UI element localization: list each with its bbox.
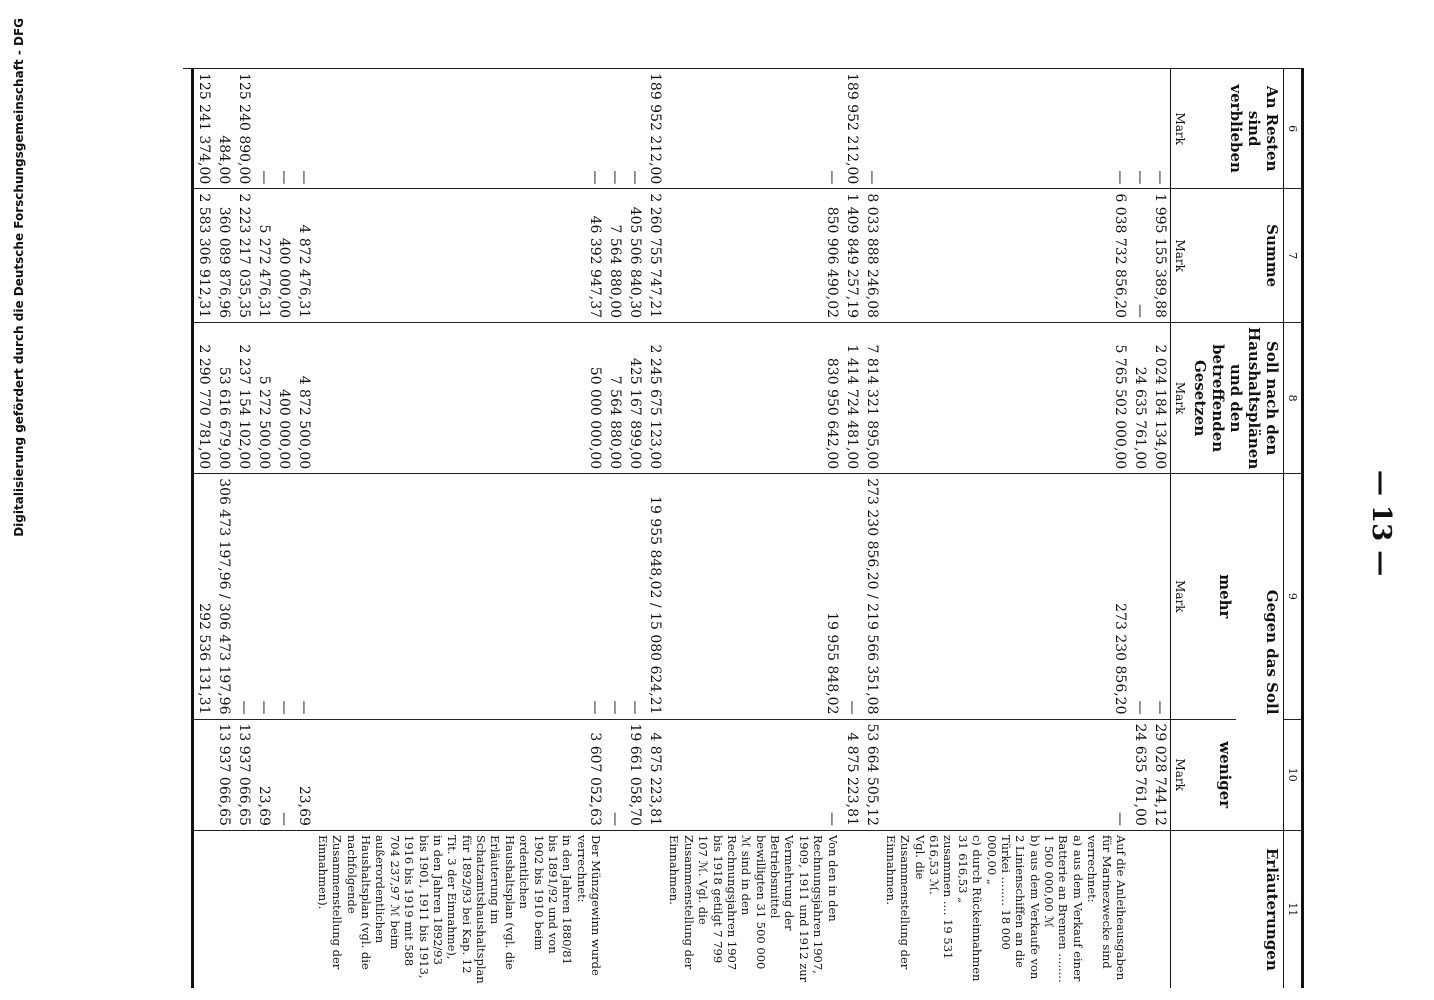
cell-c11 xyxy=(1130,830,1150,987)
cell-c7: 2 583 306 912,31 xyxy=(192,189,214,323)
cell-c8: 425 167 899,00 xyxy=(625,323,645,474)
cell-c10: — xyxy=(665,719,842,830)
cell-c9: — xyxy=(842,474,862,719)
header-row xyxy=(1236,69,1284,988)
cell-c6: — xyxy=(605,69,625,189)
cell-c10: 24 635 761,00 xyxy=(1130,719,1150,830)
cell-c10: — xyxy=(605,719,625,830)
cell-c7: 7 564 880,00 xyxy=(605,189,625,323)
cell-c9: 273 230 856,20 xyxy=(882,474,1130,719)
table-row xyxy=(645,69,665,988)
table-row xyxy=(842,69,862,988)
header-sum: Summe xyxy=(1189,189,1284,323)
cell-c10: — xyxy=(274,719,294,830)
header-vs-target: Gegen das Soll xyxy=(1236,474,1284,831)
cell-c7: — xyxy=(1130,189,1150,323)
column-number-row xyxy=(1284,69,1303,988)
cell-c8: 1 414 724 481,00 xyxy=(842,323,862,474)
unit-label: Mark xyxy=(1171,719,1190,830)
cell-c11 xyxy=(254,830,274,987)
cell-c6: 189 952 212,00 xyxy=(842,69,862,189)
cell-c6: 125 241 374,00 xyxy=(192,69,214,189)
table-row xyxy=(274,69,294,988)
col-num: 9 xyxy=(1284,474,1303,719)
cell-c9: 306 473 197,96 / 306 473 197,96 xyxy=(214,474,234,719)
table-row xyxy=(1150,69,1171,988)
table-row xyxy=(192,69,214,988)
cell-c10: 13 937 066,65 xyxy=(214,719,234,830)
cell-c11 xyxy=(1150,830,1171,987)
table-row xyxy=(625,69,645,988)
cell-c10: 29 028 744,12 xyxy=(1150,719,1171,830)
col-num: 11 xyxy=(1284,830,1303,987)
cell-c7: 2 223 217 035,35 xyxy=(234,189,254,323)
unit-label: Mark xyxy=(1171,474,1190,719)
cell-c9: 273 230 856,20 / 219 566 351,08 xyxy=(862,474,882,719)
cell-c11 xyxy=(214,830,234,987)
cell-c7: 8 033 888 246,08 xyxy=(862,189,882,323)
cell-c11 xyxy=(862,830,882,987)
cell-c6: 189 952 212,00 xyxy=(645,69,665,189)
header-more: mehr xyxy=(1189,474,1236,719)
table-row xyxy=(862,69,882,988)
cell-c9: 19 955 848,02 / 15 080 624,21 xyxy=(645,474,665,719)
cell-c9: 292 536 131,31 xyxy=(192,474,214,719)
table-row xyxy=(234,69,254,988)
cell-c9: — xyxy=(254,474,274,719)
cell-c7: 1 995 155 389,88 xyxy=(1150,189,1171,323)
cell-c8: 7 564 880,00 xyxy=(605,323,625,474)
cell-c10: 3 607 052,63 xyxy=(314,719,606,830)
col-num: 10 xyxy=(1284,719,1303,830)
cell-c7: 2 260 755 747,21 xyxy=(645,189,665,323)
cell-c11 xyxy=(605,830,625,987)
table-row xyxy=(294,69,314,988)
cell-c8: 5 272 500,00 xyxy=(254,323,274,474)
cell-c9: — xyxy=(234,474,254,719)
cell-c8: 4 872 500,00 xyxy=(294,323,314,474)
cell-c11 xyxy=(625,830,645,987)
cell-c8: 24 635 761,00 xyxy=(1130,323,1150,474)
cell-c11 xyxy=(192,830,214,987)
cell-c10: 23,69 xyxy=(254,719,274,830)
page-number: — 13 — xyxy=(1366,470,1396,577)
header-remaining: An Resten sind verblieben xyxy=(1189,69,1284,189)
cell-c8: 2 290 770 781,00 xyxy=(192,323,214,474)
cell-c11 xyxy=(294,830,314,987)
cell-c11: Auf die Anleiheausgaben für Marinezwecke sind verrechnet: a) aus dem Verkauf einer Batterie an Bremen ........ 1 500 000,00 ℳ b) aus dem Verkaufe von 2 Linienschiffen an die Türkei ........ 18 000 000,00 „ c) durch Rückeinnahmen 31 616,53 „ zusammen .... 19 531 616,53 ℳ. Vgl. die Zusammenstellung der Einnahmen. xyxy=(882,830,1130,987)
unit-row xyxy=(1171,69,1190,988)
cell-c7: 4 872 476,31 xyxy=(294,189,314,323)
cell-c7: 400 000,00 xyxy=(274,189,294,323)
cell-c6: — xyxy=(665,69,842,189)
cell-c6: 125 240 890,00 xyxy=(234,69,254,189)
cell-c8: 2 024 184 134,00 xyxy=(1150,323,1171,474)
cell-c9: — xyxy=(274,474,294,719)
cell-c8: 50 000 000,00 xyxy=(314,323,606,474)
header-notes: Erläuterungen xyxy=(1189,830,1284,987)
cell-c8: 53 616 679,00 xyxy=(214,323,234,474)
cell-c11: Von den in den Rechnungsjahren 1907, 1909, 1911 und 1912 zur Vermehrung der Betriebsmittel bewilligten 31 500 000 ℳ sind in den Rechnungsjahren 1907 bis 1918 getilgt 7 799 107 ℳ. Vgl. die Zusammenstellung der Einnahmen. xyxy=(665,830,842,987)
cell-c11 xyxy=(234,830,254,987)
budget-table xyxy=(183,68,1304,988)
cell-c9: — xyxy=(605,474,625,719)
cell-c7: 5 272 476,31 xyxy=(254,189,274,323)
table-row xyxy=(665,69,842,988)
cell-c6: — xyxy=(862,69,882,189)
table-row xyxy=(1130,69,1150,988)
cell-c8: 400 000,00 xyxy=(274,323,294,474)
cell-c9: 19 955 848,02 xyxy=(665,474,842,719)
cell-c10: 4 875 223,81 xyxy=(842,719,862,830)
cell-c6: — xyxy=(274,69,294,189)
cell-c6: — xyxy=(314,69,606,189)
cell-c9: — xyxy=(625,474,645,719)
cell-c8: 7 814 321 895,00 xyxy=(862,323,882,474)
cell-c6: — xyxy=(882,69,1130,189)
table-row xyxy=(214,69,234,988)
cell-c6: — xyxy=(625,69,645,189)
cell-c11: Der Münzgewinn wurde verrechnet: in den Jahren 1880/81 bis 1891/92 und von 1902 bis 1910 beim ordentlichen Haushaltsplan (vgl. die Erläuterung im Schatzamtshaushaltsplan für 1892/93 bei Kap. 12 Tit. 3 der Einnahme), in den Jahren 1892/93 bis 1901, 1911 bis 1913, 1916 bis 1919 mit 588 704 237,97 ℳ beim außerordentlichen Haushaltsplan (vgl. die nachfolgende Zusammenstellung der Einnahmen). xyxy=(314,830,606,987)
cell-c8: 2 237 154 102,00 xyxy=(234,323,254,474)
table-row xyxy=(254,69,274,988)
cell-c10: 23,69 xyxy=(294,719,314,830)
cell-c10: 4 875 223,81 xyxy=(645,719,665,830)
footer-credit: Digitalisierung gefördert durch die Deutsche Forschungsgemeinschaft - DFG xyxy=(12,18,26,537)
cell-c9: — xyxy=(294,474,314,719)
cell-c10 xyxy=(192,719,214,830)
cell-c9: — xyxy=(1130,474,1150,719)
cell-c6: — xyxy=(294,69,314,189)
cell-c7: 46 392 947,37 xyxy=(314,189,606,323)
table-row xyxy=(605,69,625,988)
cell-c9: — xyxy=(314,474,606,719)
cell-c6: — xyxy=(1150,69,1171,189)
cell-c8: 5 765 502 000,00 xyxy=(882,323,1130,474)
unit-label: Mark xyxy=(1171,69,1190,189)
cell-c11 xyxy=(842,830,862,987)
unit-label: Mark xyxy=(1171,189,1190,323)
cell-c10: — xyxy=(882,719,1130,830)
header-target: Soll nach den Haushaltsplänen und den betreffenden Gesetzen xyxy=(1189,323,1284,474)
cell-c6: 484,00 xyxy=(214,69,234,189)
cell-c8: 830 950 642,00 xyxy=(665,323,842,474)
table-row xyxy=(314,69,606,988)
cell-c7: 1 409 849 257,19 xyxy=(842,189,862,323)
col-num: 6 xyxy=(1284,69,1303,189)
cell-c11 xyxy=(274,830,294,987)
col-num: 8 xyxy=(1284,323,1303,474)
col-num: 7 xyxy=(1284,189,1303,323)
cell-c9: — xyxy=(1150,474,1171,719)
cell-c7: 405 506 840,30 xyxy=(625,189,645,323)
cell-c7: 850 906 490,02 xyxy=(665,189,842,323)
cell-c10: 13 937 066,65 xyxy=(234,719,254,830)
cell-c6: — xyxy=(1130,69,1150,189)
header-less: weniger xyxy=(1189,719,1236,830)
cell-c10: 53 664 505,12 xyxy=(862,719,882,830)
unit-label: Mark xyxy=(1171,323,1190,474)
cell-c11 xyxy=(645,830,665,987)
cell-c7: 6 038 732 856,20 xyxy=(882,189,1130,323)
cell-c6: — xyxy=(254,69,274,189)
cell-c10: 19 661 058,70 xyxy=(625,719,645,830)
table-row xyxy=(882,69,1130,988)
cell-c7: 360 089 876,96 xyxy=(214,189,234,323)
cell-c8: 2 245 675 123,00 xyxy=(645,323,665,474)
